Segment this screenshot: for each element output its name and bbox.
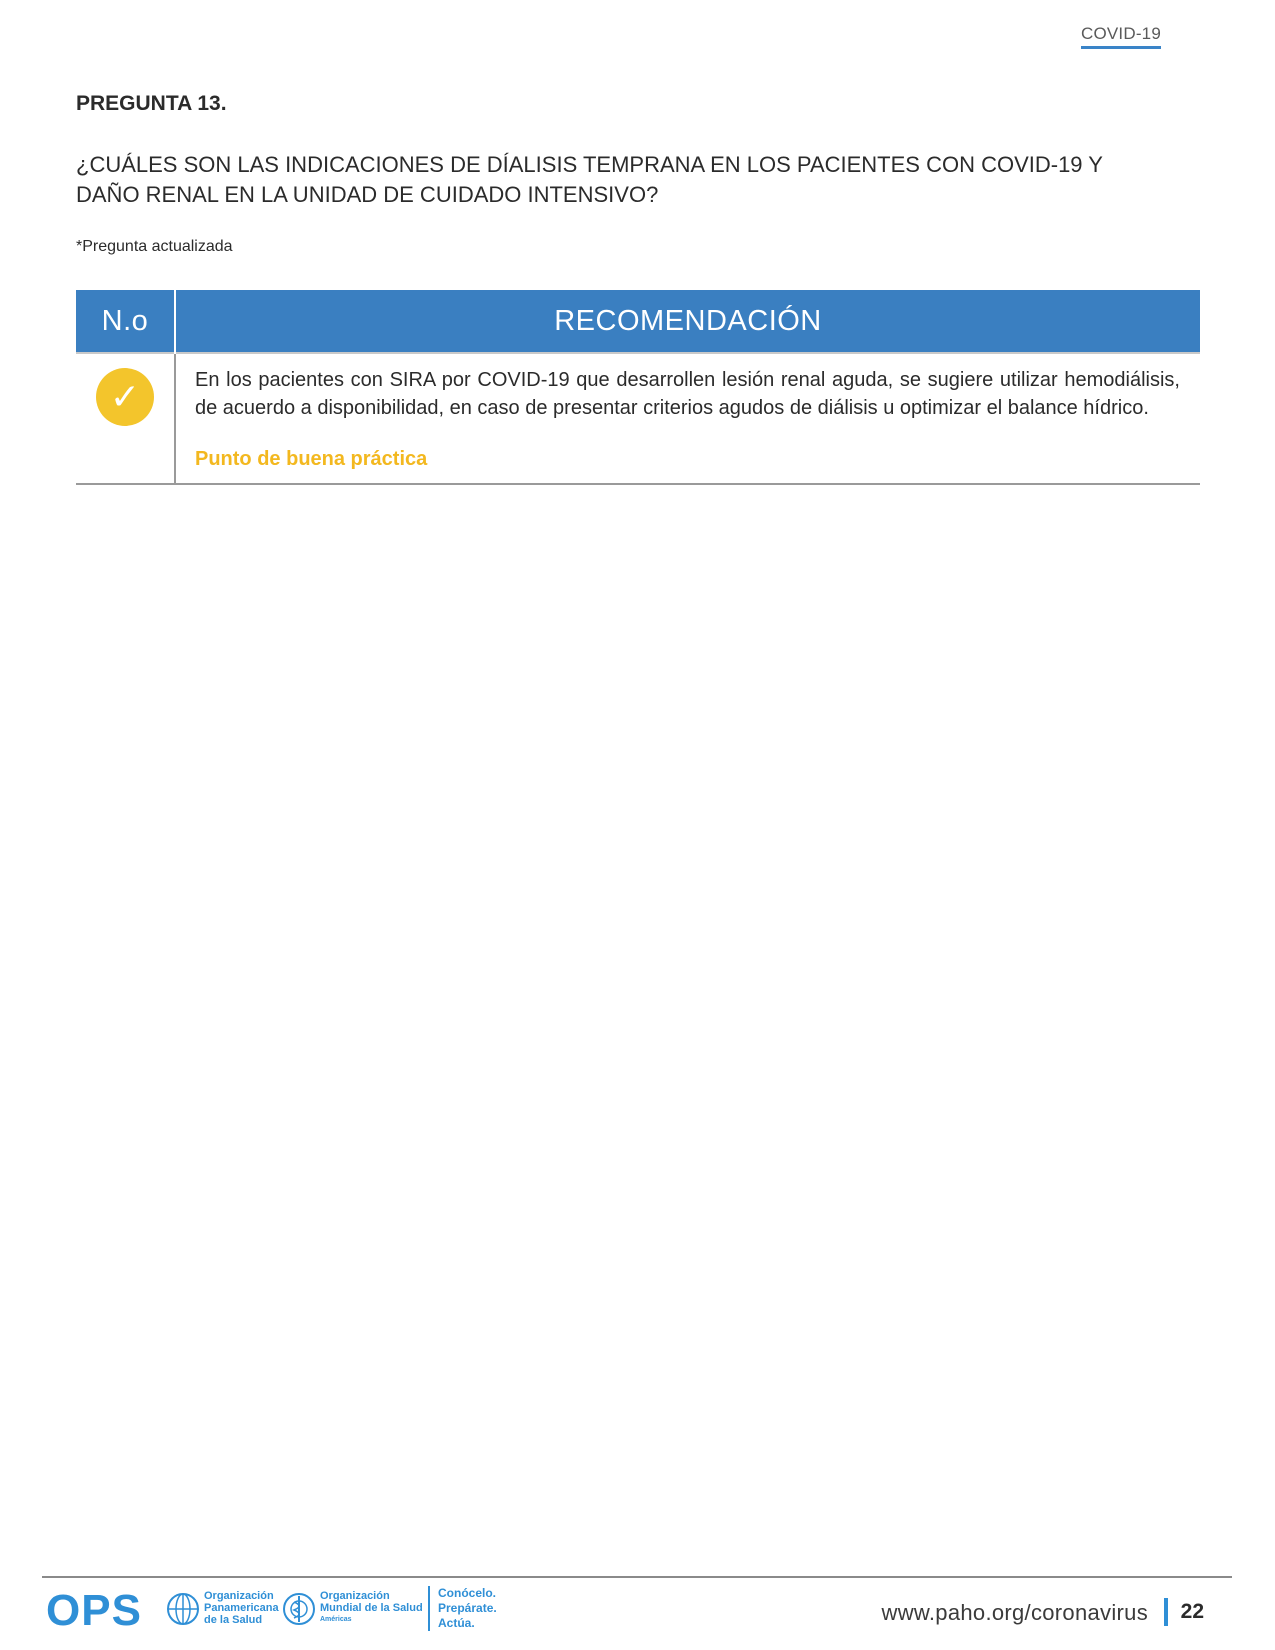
ops-logo: OPS [46,1586,142,1635]
slogan-line-3: Actúa. [438,1616,475,1630]
header-tag: COVID-19 [1081,24,1161,49]
table-cell-icon [76,353,175,484]
website-link[interactable]: www.paho.org/coronavirus [881,1600,1148,1625]
paho-globe-icon [166,1592,200,1626]
table-cell-recommendation [175,353,1200,484]
question-title-line-1: ¿CUÁLES SON LAS INDICACIONES DE DÍALISIS TEMPRANA EN LOS PACIENTES CON COVID-19 Y [76,152,1103,177]
page-number-separator [1164,1598,1168,1626]
who-org-name [320,1590,423,1626]
recommendation-table [76,290,1200,485]
table-header-row [76,290,1200,353]
paho-org-name [204,1590,279,1626]
question-note: *Pregunta actualizada [76,238,233,255]
who-org-line-1: Organización [320,1590,390,1602]
paho-org-line-3: de la Salud [204,1614,263,1626]
footer [42,1586,1232,1636]
recommendation-grade: Punto de buena práctica [195,448,428,470]
column-header-recommendation: RECOMENDACIÓN [175,290,1200,353]
question-number: PREGUNTA 13. [76,92,227,115]
question-title [76,150,1196,210]
table-row [76,353,1200,484]
paho-org-line-2: Panamericana [204,1602,279,1614]
check-circle-icon: ✓ [96,368,154,426]
slogan-line-1: Conócelo. [438,1586,497,1600]
who-org-line-2: Mundial de la Salud [320,1602,423,1614]
who-org-line-3: Américas [320,1616,352,1623]
paho-org-line-1: Organización [204,1590,274,1602]
who-emblem-icon [282,1592,316,1626]
footer-divider [42,1576,1232,1578]
slogan-line-2: Prepárate. [438,1601,497,1615]
column-header-number: N.o [76,290,175,353]
question-title-line-2: DAÑO RENAL EN LA UNIDAD DE CUIDADO INTENSIVO? [76,182,659,207]
page-number: 22 [1180,1600,1204,1623]
recommendation-text: En los pacientes con SIRA por COVID-19 que desarrollen lesión renal aguda, se sugiere utilizar hemodiálisis, de acuerdo a disponibilidad, en caso de presentar criterios agudos de diálisis u optimizar el balance hídrico. [195,369,1180,419]
slogan [428,1586,497,1631]
